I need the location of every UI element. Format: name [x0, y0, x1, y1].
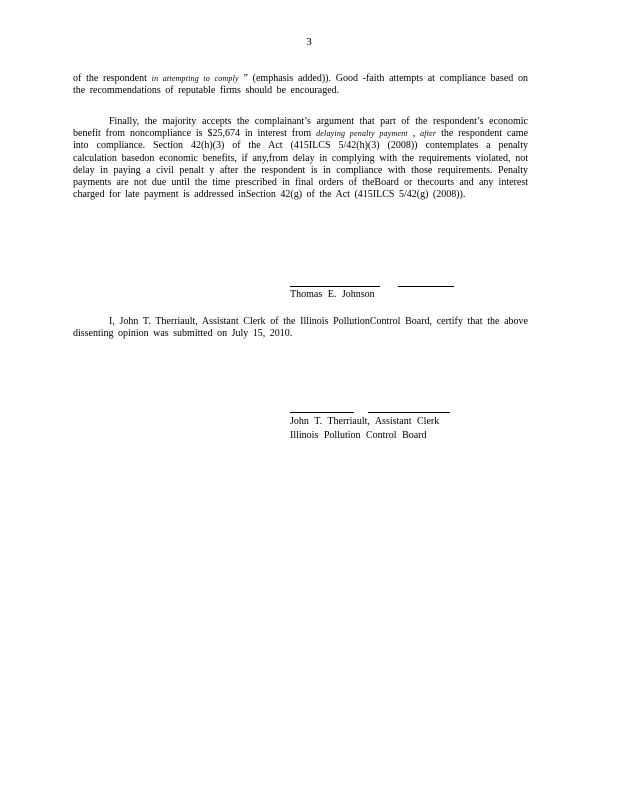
paragraph-certification: [73, 316, 528, 340]
paragraph-3-text: I, John T. Therriault, Assistant Clerk of the Illinois PollutionControl Board, certify that the above dissenting opinion was submitted on July 15, 2010.: [73, 316, 528, 340]
paragraph-1-text-a: of the respondent: [73, 73, 152, 84]
paragraph-2-emphasis-b: after: [420, 129, 437, 139]
paragraph-2-text-a: Finally, the majority accepts the complainant’s argument that part of the respondent’s economic benefit from noncompliance is $25,674 in interest from: [73, 116, 528, 140]
page-number: 3: [306, 36, 312, 48]
paragraph-economic-benefit: [73, 116, 528, 201]
clerk-signature-line-right: [368, 412, 450, 413]
clerk-organization: Illinois Pollution Control Board: [290, 430, 427, 441]
paragraph-1-text-b: ” (emphasis added)). Good -faith attempts at compliance based on the recommendations of reputable firms should be encouraged.: [73, 73, 528, 97]
clerk-signature-line-left: [290, 412, 354, 413]
paragraph-2-text-c: the respondent came into compliance. Section 42(h)(3) of the Act (415ILCS 5/42(h)(3) (2008)) contemplates a penalty calculation basedon economic benefits, if any,from delay in complying with the requirements violated, not delay in paying a civil penalt y after the respondent is in compliance with those requirements. Penalty payments are not due until the time prescribed in final orders of theBoard or thecourts and any interest charged for late payment is addressed inSection 42(g) of the Act (415ILCS 5/42(g) (2008)).: [73, 128, 529, 201]
signature-name-johnson: Thomas E. Johnson: [290, 289, 375, 300]
paragraph-2-emphasis-a: delaying penalty payment: [316, 129, 408, 139]
paragraph-1-emphasis: in attempting to comply: [151, 74, 239, 83]
paragraph-2-text-b: ,: [407, 128, 421, 140]
clerk-name-title: John T. Therriault, Assistant Clerk: [290, 416, 440, 427]
signature-line-right: [398, 286, 454, 287]
paragraph-good-faith: [73, 73, 528, 97]
signature-line-left: [290, 286, 380, 287]
